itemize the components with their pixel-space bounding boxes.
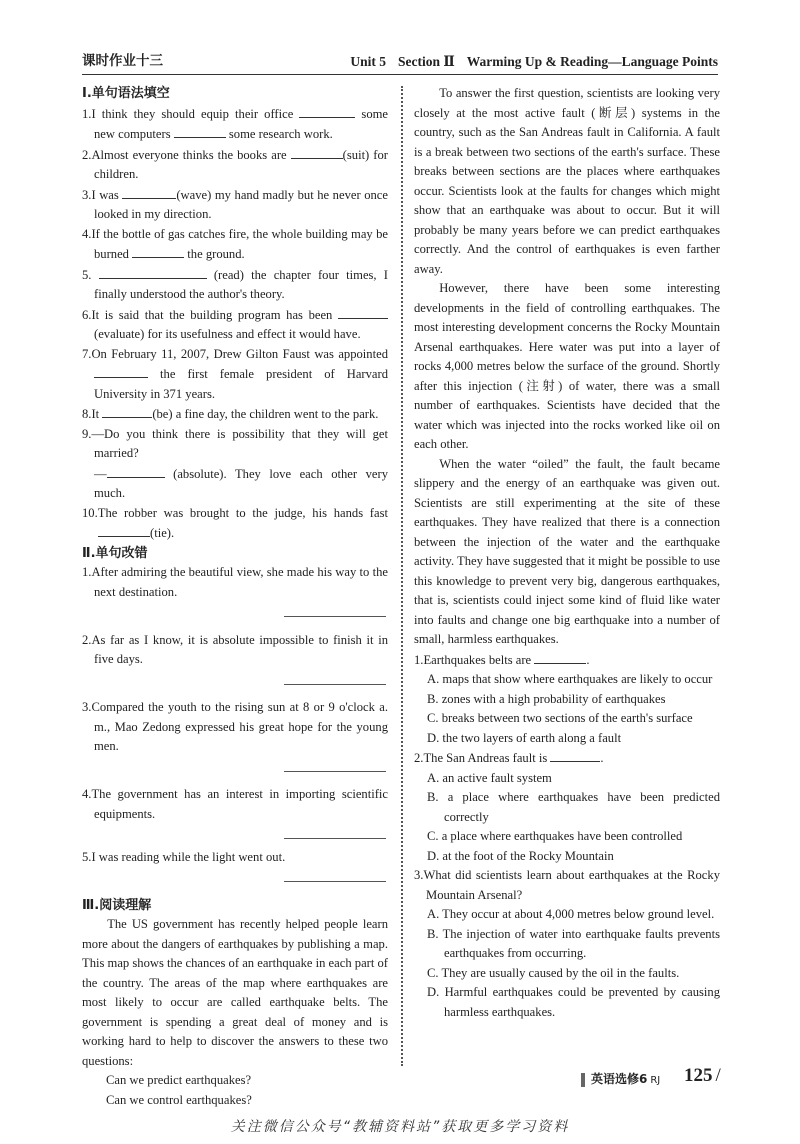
watermark-text: 关注微信公众号“教辅资料站”获取更多学习资料 bbox=[230, 1119, 570, 1135]
answer-blank[interactable] bbox=[122, 185, 176, 199]
fill-question-2: 2.Almost everyone thinks the books are (suit) for children. bbox=[82, 145, 388, 185]
passage-paragraph-3: However, there have been some interesting developments in the field of controlling earthquakes. The most interesting development concerns the Rocky Mountain Arsenal earthquakes. Here water was put into a layer of rocks 4,000 metres below the surface of the ground. Shortly after this injection (注射) of water, there was a small number of earthquakes. Scientists have decided that the water which was injected into the rocks worked like oil on each other. bbox=[414, 281, 720, 451]
correction-question-4: 4.The government has an interest in importing scientific equipments. bbox=[82, 787, 388, 821]
fill-question-9: 9.—Do you think there is possibility that they will get married? — (absolute). They love each other very much. bbox=[82, 426, 388, 500]
section-2-title: Ⅱ.单句改错 bbox=[82, 545, 148, 561]
answer-blank[interactable] bbox=[534, 650, 586, 664]
mc-1-option-b[interactable]: B. zones with a high probability of earthquakes bbox=[427, 691, 666, 706]
answer-blank[interactable] bbox=[132, 244, 184, 258]
correction-answer-line[interactable] bbox=[82, 602, 388, 622]
mc-3-option-d[interactable]: D. Harmful earthquakes could be prevented by causing harmless earthquakes. bbox=[427, 985, 720, 1019]
answer-blank[interactable] bbox=[99, 265, 207, 279]
correction-answer-line[interactable] bbox=[82, 824, 388, 844]
answer-blank[interactable] bbox=[98, 523, 150, 537]
answer-blank[interactable] bbox=[102, 404, 152, 418]
passage-question-a: Can we predict earthquakes? bbox=[106, 1073, 252, 1087]
correction-answer-line[interactable] bbox=[82, 670, 388, 690]
mc-3-option-a[interactable]: A. They occur at about 4,000 metres below ground level. bbox=[427, 907, 715, 921]
mc-1-option-c[interactable]: C. breaks between two sections of the earth's surface bbox=[427, 711, 693, 725]
unit-label: Unit 5 bbox=[350, 54, 386, 69]
mc-2-option-c[interactable]: C. a place where earthquakes have been controlled bbox=[427, 829, 683, 843]
tag-bar bbox=[581, 1073, 585, 1087]
page-header bbox=[82, 52, 718, 74]
answer-blank[interactable] bbox=[338, 305, 388, 319]
left-column bbox=[82, 84, 388, 1110]
fill-question-8: 8.It (be) a fine day, the children went to the park. bbox=[82, 404, 388, 425]
book-edition: RJ bbox=[650, 1075, 661, 1086]
correction-answer-line[interactable] bbox=[82, 867, 388, 887]
fill-question-10: 10.The robber was brought to the judge, his hands fast (tie). bbox=[82, 505, 388, 540]
mc-1-option-d[interactable]: D. the two layers of earth along a fault bbox=[427, 730, 622, 745]
mc-2-option-d[interactable]: D. at the foot of the Rocky Mountain bbox=[427, 848, 614, 863]
topic-label: Warming Up & Reading—Language Points bbox=[466, 54, 718, 69]
correction-question-5: 5.I was reading while the light went out. bbox=[82, 849, 286, 864]
correction-question-3: 3.Compared the youth to the rising sun at 8 or 9 o'clock a. m., Mao Zedong expressed his great hope for the young men. bbox=[82, 700, 388, 753]
mc-question-1: 1.Earthquakes belts are . bbox=[414, 650, 720, 671]
fill-question-5: 5. (read) the chapter four times, I finally understood the author's theory. bbox=[82, 265, 388, 305]
correction-answer-line[interactable] bbox=[82, 757, 388, 777]
book-tag bbox=[581, 1070, 660, 1091]
answer-blank[interactable] bbox=[174, 124, 226, 138]
page-number: 125 / bbox=[684, 1065, 721, 1086]
answer-blank[interactable] bbox=[107, 464, 165, 478]
section-1-title: Ⅰ.单句语法填空 bbox=[82, 86, 170, 101]
mc-2-option-b[interactable]: B. a place where earthquakes have been predicted correctly bbox=[427, 790, 720, 824]
right-column bbox=[414, 84, 720, 1022]
section-label: Section Ⅱ bbox=[397, 54, 455, 69]
correction-question-2: 2.As far as I know, it is absolute impossible to finish it in five days. bbox=[82, 632, 388, 666]
fill-question-1: 1.I think they should equip their office some new computers some research work. bbox=[82, 104, 388, 145]
mc-3-option-b[interactable]: B. The injection of water into earthquake faults prevents earthquakes from occurring. bbox=[427, 926, 720, 960]
unit-heading bbox=[338, 52, 718, 72]
column-divider bbox=[401, 86, 403, 1066]
fill-question-6: 6.It is said that the building program has been (evaluate) for its usefulness and effect it would have. bbox=[82, 305, 388, 345]
header-rule bbox=[82, 74, 718, 75]
mc-question-3: 3.What did scientists learn about earthquakes at the Rocky Mountain Arsenal? bbox=[414, 868, 720, 902]
correction-question-1: 1.After admiring the beautiful view, she made his way to the next destination. bbox=[82, 565, 388, 599]
mc-1-option-a[interactable]: A. maps that show where earthquakes are likely to occur bbox=[427, 672, 713, 686]
answer-blank[interactable] bbox=[94, 364, 148, 378]
passage-question-b: Can we control earthquakes? bbox=[106, 1092, 252, 1107]
passage-paragraph-4: When the water “oiled” the fault, the fault became slippery and the energy of an earthquake was given out. Scientists are still experimenting at the site of these earthquakes. They have realized that there is a connection between the injection of the water and the earthquake activity. They have suggested that it might be possible to use this knowledge to prevent very big, dangerous earthquakes, that is, scientists could inject some kind of fluid like water into faults and change one big earthquake into a number of small, harmless earthquakes. bbox=[414, 456, 720, 646]
answer-blank[interactable] bbox=[550, 748, 600, 762]
mc-3-option-c[interactable]: C. They are usually caused by the oil in the faults. bbox=[427, 965, 680, 980]
section-3-title: Ⅲ.阅读理解 bbox=[82, 897, 152, 913]
mc-question-2: 2.The San Andreas fault is . bbox=[414, 748, 720, 769]
fill-question-7: 7.On February 11, 2007, Drew Gilton Faust was appointed the first female president of Harvard University in 371 years. bbox=[82, 346, 388, 401]
passage-paragraph-2: To answer the first question, scientists are looking very closely at the most active fault (断层) systems in the country, such as the San Andreas fault in California. A fault is a break between two sections of the earth's surface. These breaks between sections are the places where earthquakes occur. Scientists look at the faults for changes which might show that an earthquake was about to occur. But it will probably be many years before we can predict earthquakes correctly. And the control of earthquakes is even farther away. bbox=[414, 86, 720, 276]
fill-question-4: 4.If the bottle of gas catches fire, the whole building may be burned the ground. bbox=[82, 226, 388, 261]
book-name: 英语选修6 bbox=[591, 1072, 648, 1086]
fill-question-3: 3.I was (wave) my hand madly but he never once looked in my direction. bbox=[82, 185, 388, 225]
answer-blank[interactable] bbox=[291, 145, 343, 159]
passage-paragraph-1: The US government has recently helped people learn more about the dangers of earthquakes by publishing a map. This map shows the chances of an earthquake in each part of the country. The areas of the map where earthquakes are most likely to occur are called earthquake belts. The government is spending a great deal of money and is working hard to help to discover the answers to these two questions: bbox=[82, 917, 388, 1068]
lesson-title: 课时作业十三 bbox=[82, 53, 163, 69]
mc-2-option-a[interactable]: A. an active fault system bbox=[427, 770, 552, 785]
answer-blank[interactable] bbox=[299, 104, 355, 118]
